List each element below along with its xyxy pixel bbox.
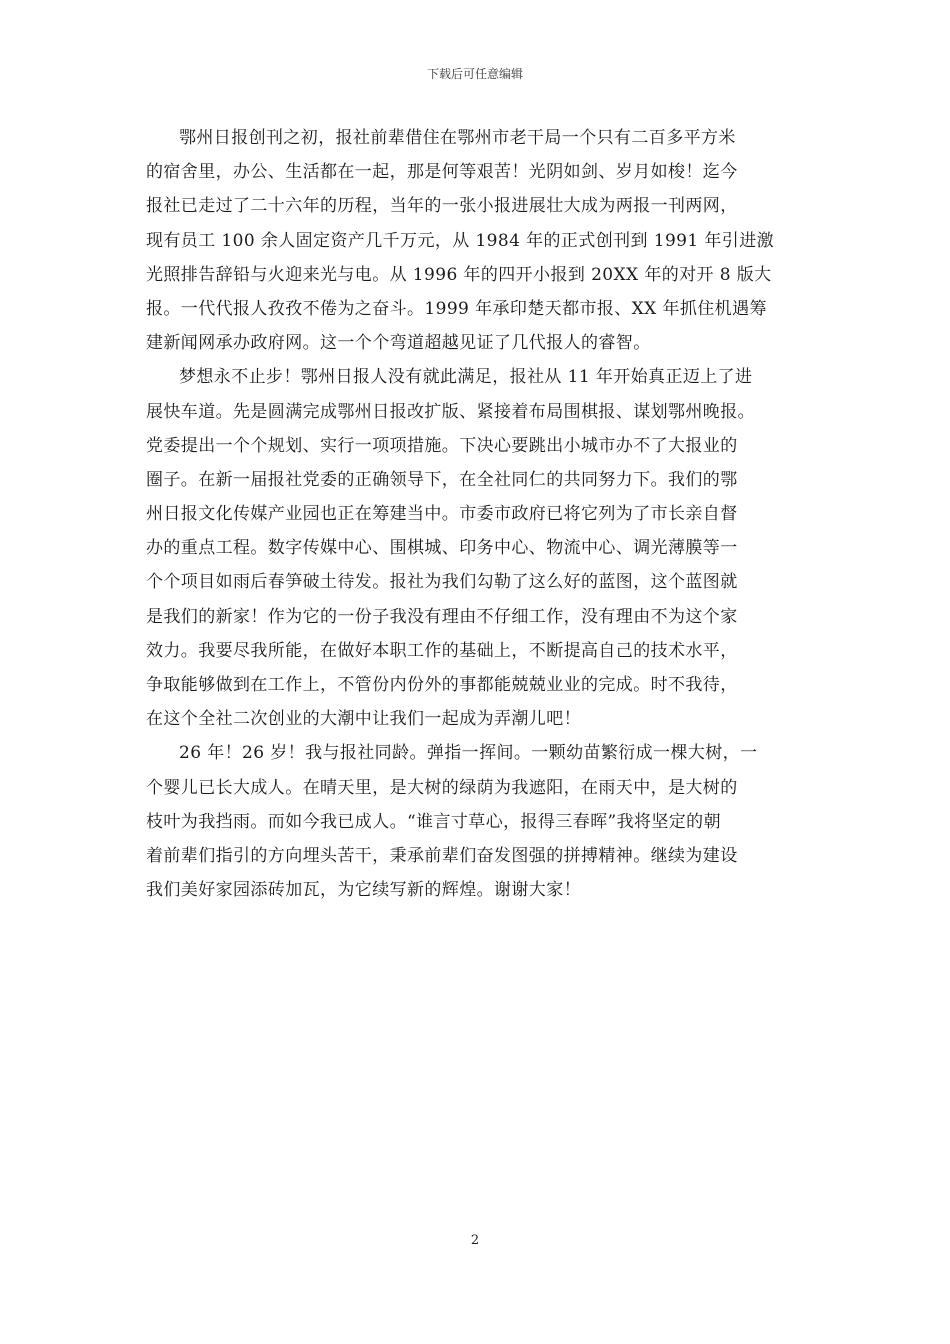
text-line: 展快车道。先是圆满完成鄂州日报改扩版、紧接着布局围棋报、谋划鄂州晚报。 <box>146 401 755 422</box>
document-body <box>146 121 806 907</box>
text-line: 党委提出一个个规划、实行一项项措施。下决心要跳出小城市办不了大报业的 <box>146 435 738 456</box>
text-line: 效力。我要尽我所能，在做好本职工作的基础上，不断提高自己的技术水平， <box>146 640 738 661</box>
text-line: 报。一代代报人孜孜不倦为之奋斗。1999 年承印楚天都市报、XX 年抓住机遇筹 <box>146 298 767 319</box>
text-line: 26 年！26 岁！我与报社同龄。弹指一挥间。一颗幼苗繁衍成一棵大树，一 <box>179 743 758 764</box>
text-line: 光照排告辞铅与火迎来光与电。从 1996 年的四开小报到 20XX 年的对开 8 版大 <box>146 264 772 285</box>
text-line: 个个项目如雨后春笋破土待发。报社为我们勾勒了这么好的蓝图，这个蓝图就 <box>146 572 738 593</box>
text-line: 梦想永不止步！鄂州日报人没有就此满足，报社从 11 年开始真正迈上了进 <box>179 367 753 388</box>
text-line: 在这个全社二次创业的大潮中让我们一起成为弄潮儿吧！ <box>146 709 581 730</box>
text-line: 圈子。在新一届报社党委的正确领导下，在全社同仁的共同努力下。我们的鄂 <box>146 469 738 490</box>
text-line: 鄂州日报创刊之初，报社前辈借住在鄂州市老干局一个只有二百多平方米 <box>179 128 736 148</box>
paragraph-1 <box>146 121 806 360</box>
text-line: 是我们的新家！作为它的一份子我没有理由不仔细工作，没有理由不为这个家 <box>146 606 738 627</box>
text-line: 报社已走过了二十六年的历程，当年的一张小报进展壮大成为两报一刊两网， <box>146 196 738 217</box>
paragraph-2 <box>146 360 806 736</box>
paragraph-3 <box>146 736 806 907</box>
text-line: 州日报文化传媒产业园也正在筹建当中。市委市政府已将它列为了市长亲自督 <box>146 504 738 525</box>
text-line: 我们美好家园添砖加瓦，为它续写新的辉煌。谢谢大家！ <box>146 880 581 901</box>
text-line: 办的重点工程。数字传媒中心、围棋城、印务中心、物流中心、调光薄膜等一 <box>146 538 738 559</box>
text-line: 的宿舍里，办公、生活都在一起，那是何等艰苦！光阴如剑、岁月如梭！迄今 <box>146 162 738 183</box>
text-line: 着前辈们指引的方向埋头苦干，秉承前辈们奋发图强的拼搏精神。继续为建设 <box>146 845 738 866</box>
text-line: 枝叶为我挡雨。而如今我已成人。“谁言寸草心，报得三春晖”我将坚定的朝 <box>146 811 721 832</box>
text-line: 争取能够做到在工作上，不管份内份外的事都能兢兢业业的完成。时不我待， <box>146 675 738 695</box>
text-line: 建新闻网承办政府网。这一个个弯道超越见证了几代报人的睿智。 <box>146 333 651 354</box>
text-line: 个婴儿已长大成人。在晴天里，是大树的绿荫为我遮阳，在雨天中，是大树的 <box>146 777 738 798</box>
page-header-note: 下载后可任意编辑 <box>426 67 523 81</box>
page-number: 2 <box>470 1233 480 1248</box>
text-line: 现有员工 100 余人固定资产几千万元，从 1984 年的正式创刊到 1991 年引进激 <box>146 230 774 251</box>
